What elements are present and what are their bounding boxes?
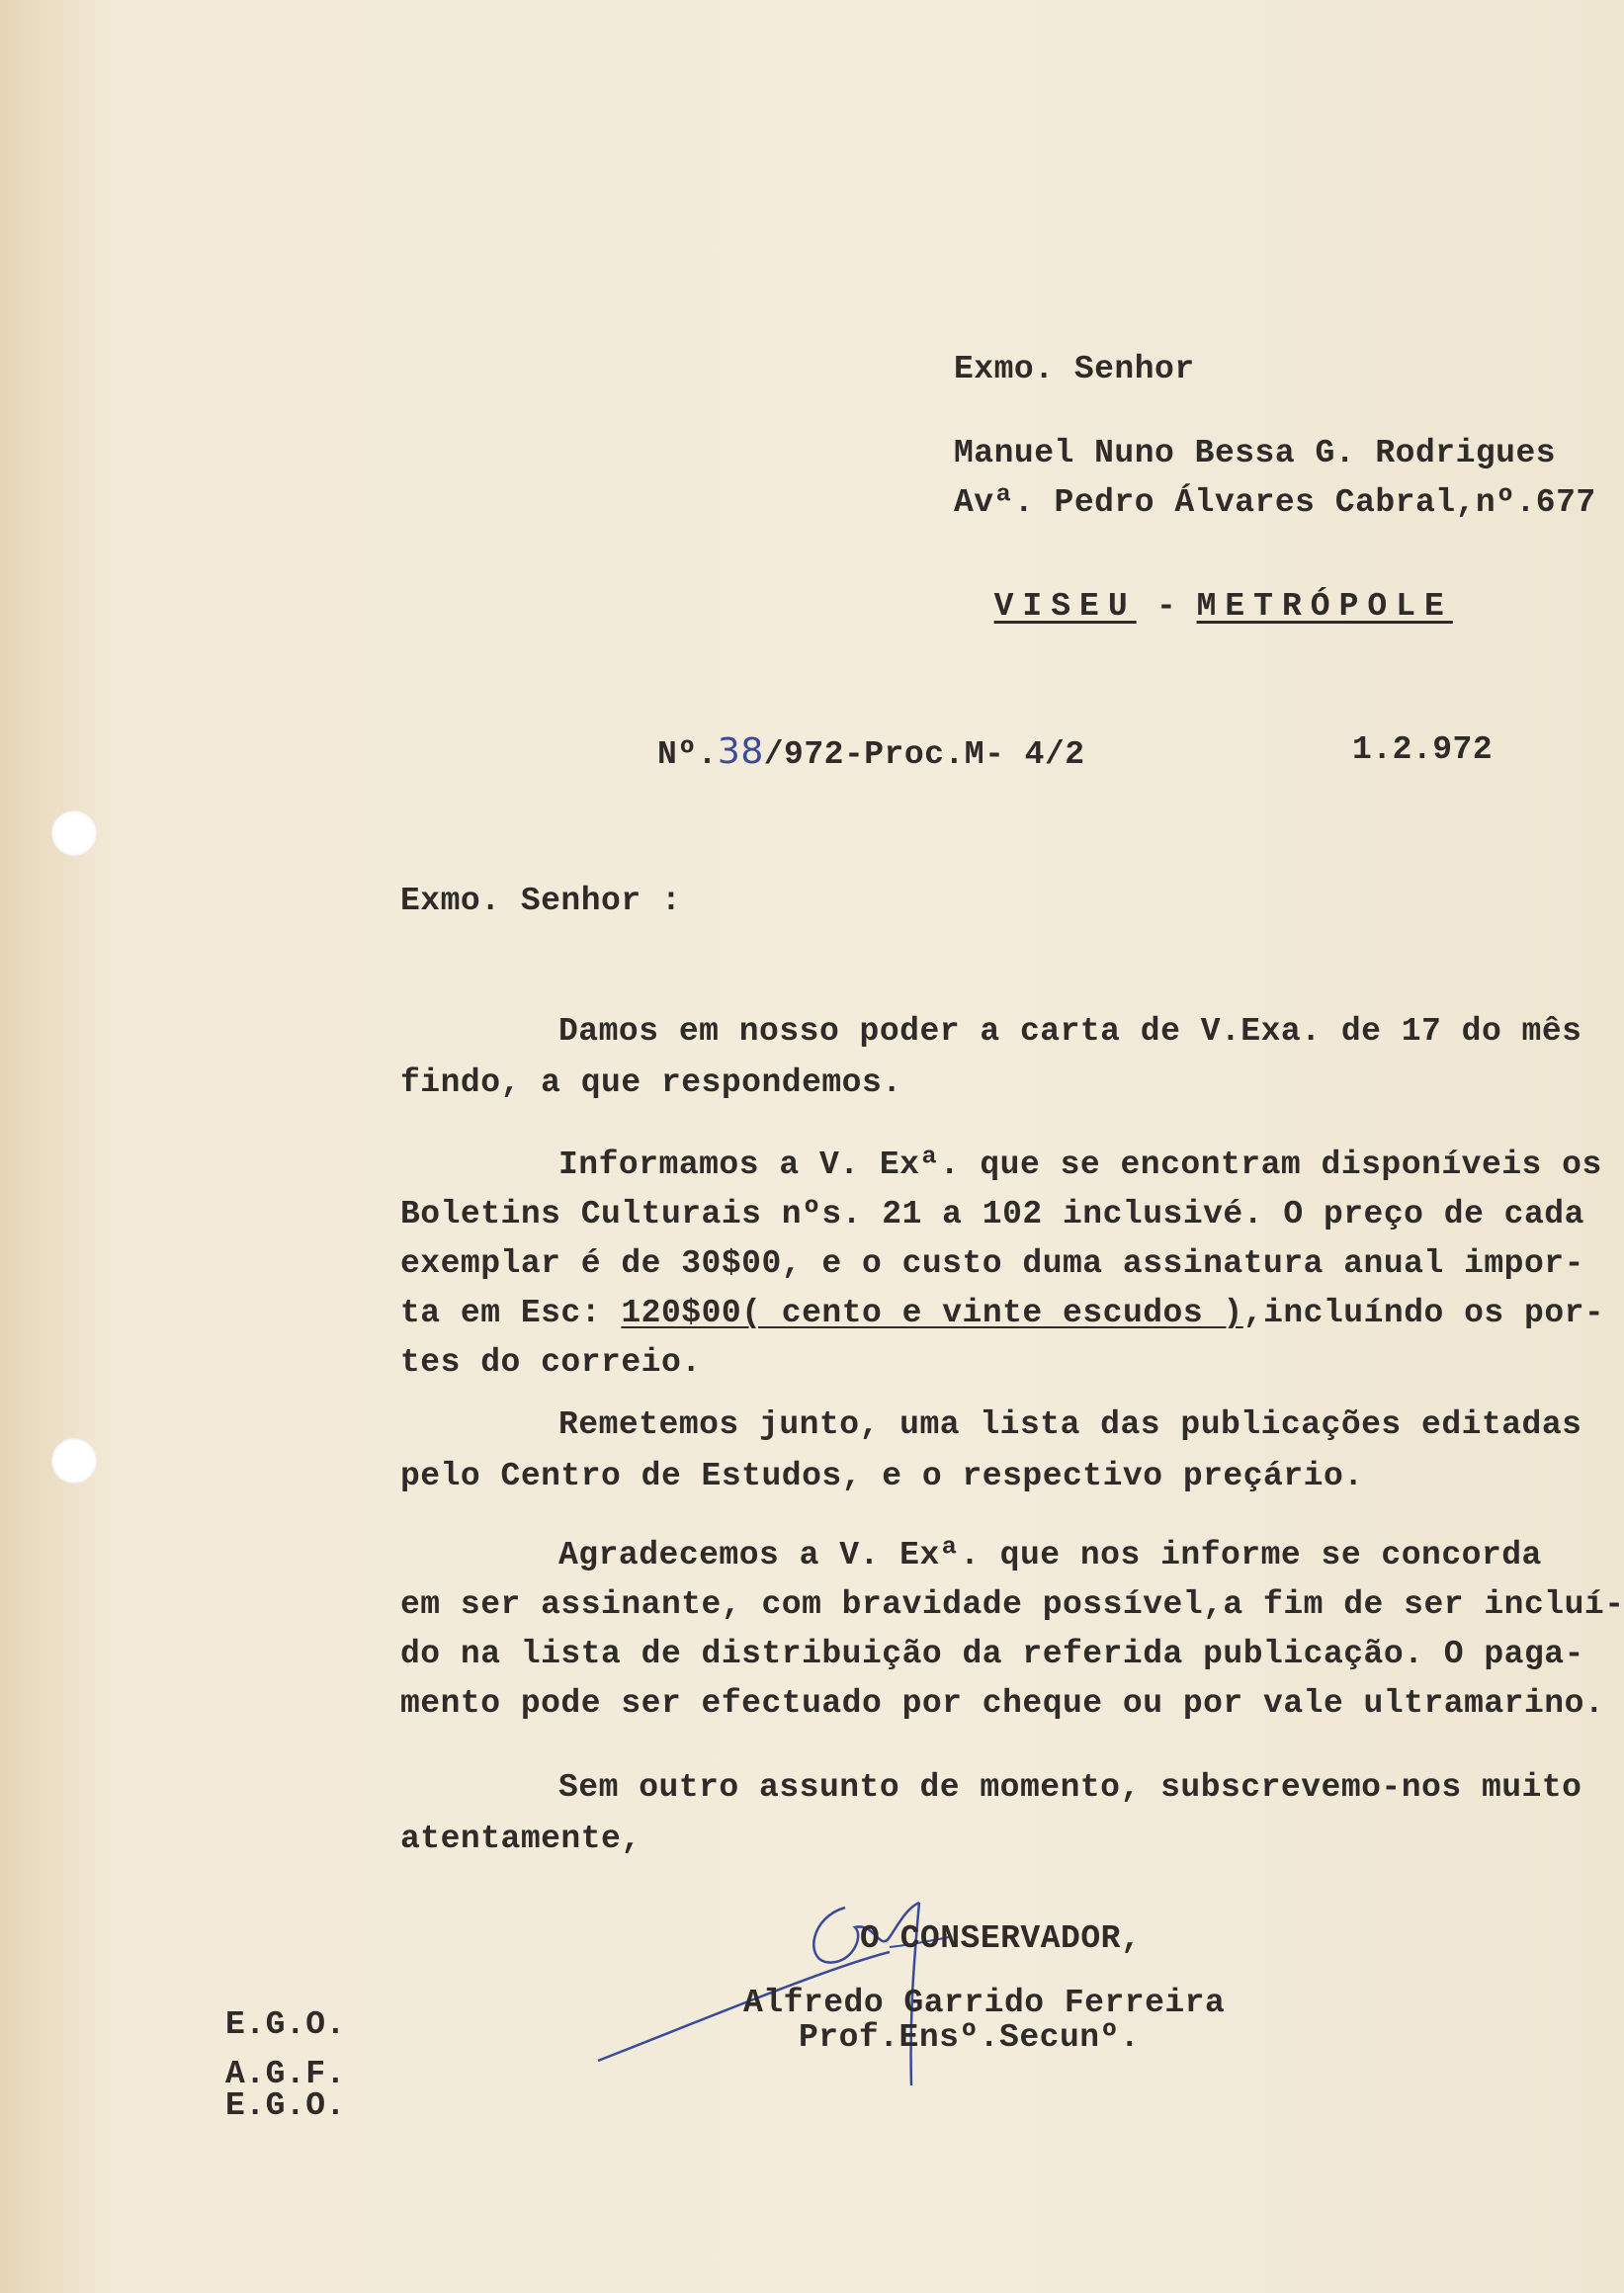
recipient-street: Avª. Pedro Álvares Cabral,nº.677 [954, 484, 1596, 521]
recipient-name: Manuel Nuno Bessa G. Rodrigues [954, 435, 1557, 471]
greeting: Exmo. Senhor : [400, 883, 682, 919]
body-p3-line2: pelo Centro de Estudos, e o respectivo preçário. [400, 1458, 1364, 1494]
body-p1-line1: Damos em nosso poder a carta de V.Exa. de 17 do mês [558, 1013, 1582, 1050]
reference-suffix: /972-Proc.M- 4/2 [763, 736, 1085, 773]
body-p2-price-underlined: 120$00( cento e vinte escudos ) [621, 1295, 1243, 1331]
body-p1-line2: findo, a que respondemos. [400, 1064, 902, 1101]
letter-date: 1.2.972 [1352, 731, 1494, 768]
initials-1: E.G.O. [225, 2006, 346, 2043]
signature-name: Alfredo Garrido Ferreira [743, 1985, 1226, 2021]
body-p2-line3: exemplar é de 30$00, e o custo duma assinatura anual impor- [400, 1245, 1584, 1282]
signature-title: O CONSERVADOR, [860, 1920, 1142, 1957]
signature-position: Prof.Ensº.Secunº. [799, 2019, 1141, 2056]
body-p2-line4 [400, 1295, 1604, 1331]
reference-handwritten-number: 38 [717, 731, 764, 772]
body-p3-line1: Remetemos junto, uma lista das publicações editadas [558, 1406, 1582, 1443]
body-p2-line1: Informamos a V. Exª. que se encontram disponíveis os [558, 1146, 1602, 1183]
body-p4-line3: do na lista de distribuição da referida publicação. O paga- [400, 1636, 1584, 1672]
body-p2-line2: Boletins Culturais nºs. 21 a 102 inclusivé. O preço de cada [400, 1196, 1584, 1232]
body-p4-line4: mento pode ser efectuado por cheque ou por vale ultramarino. [400, 1685, 1605, 1722]
body-p2-line5: tes do correio. [400, 1344, 702, 1381]
initials-2: A.G.F. [225, 2056, 346, 2092]
body-p2-line4-start: ta em Esc: [400, 1295, 602, 1331]
recipient-city-name: VISEU [993, 588, 1137, 625]
body-p4-line1: Agradecemos a V. Exª. que nos informe se concorda [558, 1537, 1542, 1573]
recipient-city-separator: - [1155, 588, 1177, 625]
reference-prefix: Nº. [657, 736, 718, 773]
body-p5-line1: Sem outro assunto de momento, subscrevemo-nos muito [558, 1769, 1582, 1806]
paper-edge-shadow [0, 0, 109, 2293]
recipient-city-district: METRÓPOLE [1196, 588, 1453, 625]
body-p4-line2: em ser assinante, com bravidade possível,a fim de ser incluí- [400, 1586, 1624, 1623]
punch-hole-lower [51, 1438, 97, 1484]
reference-line [657, 731, 1085, 773]
punch-hole-upper [51, 810, 97, 856]
initials-3: E.G.O. [225, 2087, 346, 2124]
body-p5-line2: atentamente, [400, 1821, 641, 1857]
recipient-salutation: Exmo. Senhor [954, 351, 1195, 387]
recipient-city [954, 552, 1453, 625]
body-p2-line4-end: ,incluíndo os por- [1242, 1295, 1605, 1331]
